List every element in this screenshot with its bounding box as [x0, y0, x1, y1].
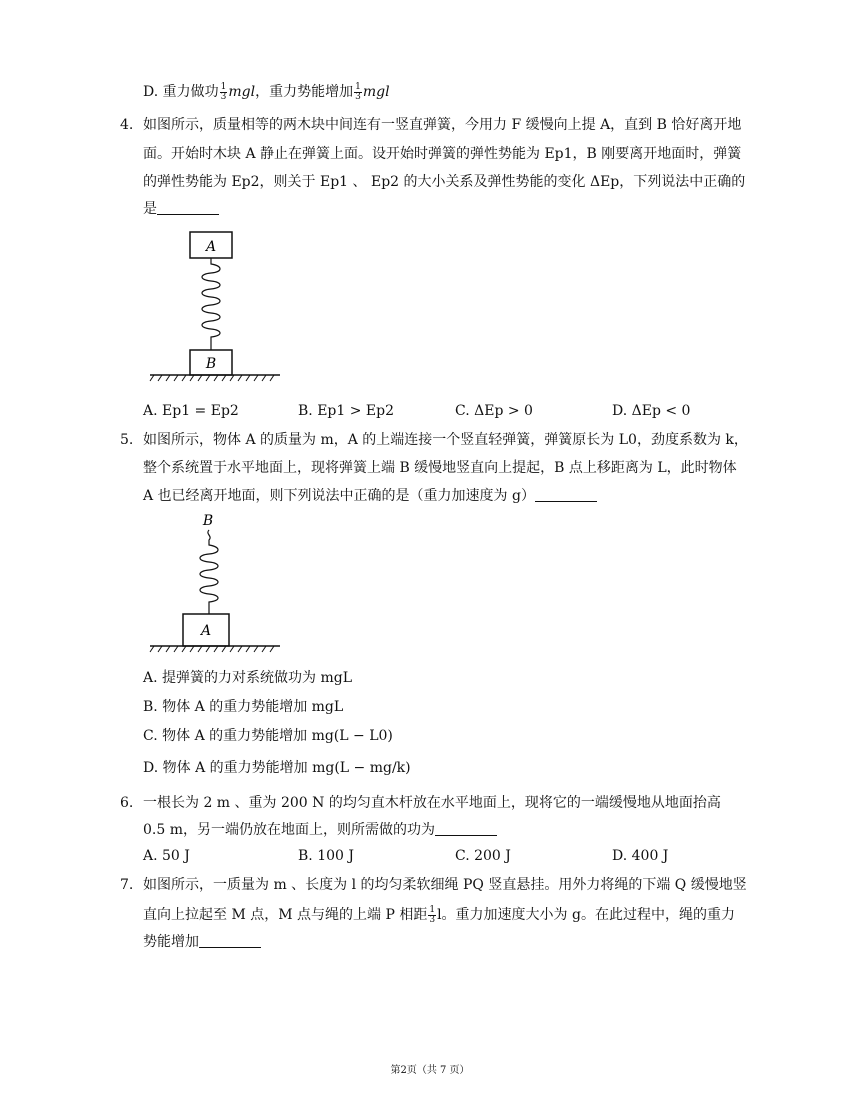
q4-stem-line4: 是 [143, 199, 219, 219]
q4-option-c[interactable]: C. ΔEp > 0 [455, 403, 533, 419]
answer-blank [535, 487, 597, 502]
block-a-label: A [205, 239, 217, 255]
page-footer: 第2页（共 7 页） [390, 1065, 470, 1076]
block-a-label: A [200, 623, 212, 639]
q6-number: 6. [120, 795, 134, 811]
spring [200, 530, 218, 614]
q4-number: 4. [120, 117, 134, 133]
q5-number: 5. [120, 432, 134, 448]
q3-option-d: D. 重力做功 $\frac{1}{3}$ mgl，重力势能增加 $\frac{1}{3}$ mgl [143, 81, 390, 102]
q4-option-d[interactable]: D. ΔEp < 0 [612, 403, 691, 419]
q6-stem-line1: 一根长为 2 m 、重为 200 N 的均匀直木杆放在水平地面上，现将它的一端缓慢地从地面抬高 [143, 795, 721, 811]
q7-number: 7. [120, 877, 134, 893]
ground-hatch [150, 375, 274, 381]
q6-option-c[interactable]: C. 200 J [455, 848, 511, 864]
answer-blank [435, 821, 497, 836]
q4-option-b[interactable]: B. Ep1 > Ep2 [298, 403, 394, 419]
q4-stem-line2: 面。开始时木块 A 静止在弹簧上面。设开始时弹簧的弹性势能为 Ep1，B 刚要离开地面时，弹簧 [143, 146, 742, 162]
point-b-label: B [202, 513, 214, 529]
spring [202, 258, 220, 350]
q5-stem-line1: 如图所示，物体 A 的质量为 m，A 的上端连接一个竖直轻弹簧，弹簧原长为 L0，劲度系数为 k， [143, 432, 748, 448]
fraction: $\frac{1}{3}$ [355, 81, 361, 102]
q5-stem-line3: A 也已经离开地面，则下列说法中正确的是（重力加速度为 g） [143, 486, 597, 506]
answer-blank [199, 933, 261, 948]
q5-option-a[interactable]: A. 提弹簧的力对系统做功为 mgL [143, 670, 352, 686]
q7-stem-line3: 势能增加 [143, 932, 261, 952]
q4-option-a[interactable]: A. Ep1 = Ep2 [143, 403, 239, 419]
q4-stem-line3: 的弹性势能为 Ep2，则关于 Ep1 、 Ep2 的大小关系及弹性势能的变化 ΔEp，下列说法中正确的 [143, 174, 746, 190]
ground-hatch [150, 646, 274, 652]
block-b-label: B [205, 356, 217, 372]
fraction: $\frac{1}{3}$ [220, 81, 227, 102]
q5-option-c[interactable]: C. 物体 A 的重力势能增加 mg(L − L0) [143, 728, 393, 744]
q6-option-a[interactable]: A. 50 J [143, 848, 190, 864]
q6-option-d[interactable]: D. 400 J [612, 848, 669, 864]
q4-spring-figure [145, 228, 295, 388]
q4-stem-line1: 如图所示，质量相等的两木块中间连有一竖直弹簧，今用力 F 缓慢向上提 A，直到 B 恰好离开地 [143, 117, 742, 133]
q7-stem-line2: 直向上拉起至 M 点，M 点与绳的上端 P 相距 $\frac{1}{3}$ l。重力加速度大小为 g。在此过程中，绳的重力 [143, 904, 735, 925]
q6-stem-line2: 0.5 m，另一端仍放在地面上，则所需做的功为 [143, 820, 497, 840]
q5-option-b[interactable]: B. 物体 A 的重力势能增加 mgL [143, 699, 344, 715]
q5-spring-figure [145, 510, 295, 660]
q7-stem-line1: 如图所示，一质量为 m 、长度为 l 的均匀柔软细绳 PQ 竖直悬挂。用外力将绳的下端 Q 缓慢地竖 [143, 877, 747, 893]
q6-option-b[interactable]: B. 100 J [298, 848, 354, 864]
q5-stem-line2: 整个系统置于水平地面上，现将弹簧上端 B 缓慢地竖直向上提起，B 点上移距离为 L，此时物体 [143, 460, 737, 476]
fraction: $\frac{1}{3}$ [429, 904, 436, 925]
answer-blank [157, 200, 219, 215]
q5-option-d[interactable]: D. 物体 A 的重力势能增加 mg(L − mg/k) [143, 760, 411, 776]
